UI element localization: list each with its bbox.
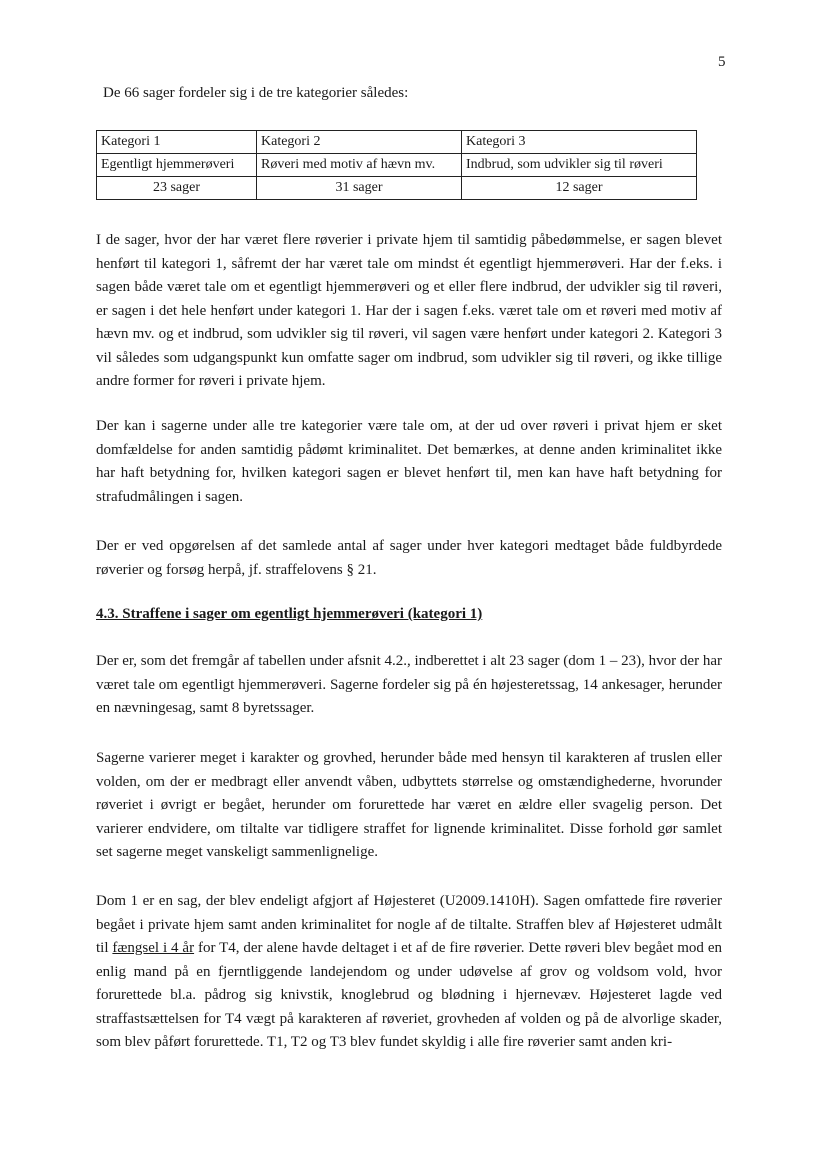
paragraph-case-variation: Sagerne varierer meget i karakter og grovhed, herunder både med hensyn til karakteren af truslen eller volden, om der er medbragt eller anvendt våben, udbyttets størrelse og omstændighederne, hvorunder røveriet i øvrigt er begået, herunder om forurettede har været en ældre eller svagelig person. Det varierer endvidere, om tiltalte var tidligere straffet for lignende kriminalitet. Disse forhold gør samlet set sagerne meget vanskeligt sammenlignelige. <box>96 750 722 860</box>
sentence-highlight: fængsel i 4 år <box>112 940 195 956</box>
paragraph-dom-1 <box>96 890 722 1055</box>
table-cell: Kategori 3 <box>462 131 697 154</box>
table-cell: Kategori 1 <box>97 131 257 154</box>
section-heading: 4.3. Straffene i sager om egentligt hjemmerøveri (kategori 1) <box>96 606 483 622</box>
table-cell: Egentligt hjemmerøveri <box>97 154 257 177</box>
paragraph-case-count: Der er, som det fremgår af tabellen under afsnit 4.2., indberettet i alt 23 sager (dom 1 – 23), hvor der har været tale om egentligt hjemmerøveri. Sagerne fordeler sig på én højesteretssag, 14 ankesager, herunder en nævningesag, samt 8 byretssager. <box>96 653 722 716</box>
paragraph-other-crime: Der kan i sagerne under alle tre kategorier være tale om, at der ud over røveri i privat hjem er sket domfældelse for anden samtidig pådømt kriminalitet. Det bemærkes, at denne anden kriminalitet ikke har haft betydning for, hvilken kategori sagen er blevet henført til, men kan have haft betydning for strafudmålingen i sagen. <box>96 418 722 505</box>
table-row <box>97 154 697 177</box>
paragraph-category-assignment: I de sager, hvor der har været flere røverier i private hjem til samtidig påbedømmelse, er sagen blevet henført til kategori 1, såfremt der har været tale om mindst ét egentligt hjemmerøveri. Har der f.eks. i sagen både været tale om et egentligt hjemmerøveri og et eller flere indbrud, der udvikler sig til røveri, er sagen i det hele henført under kategori 1. Har der i sagen f.eks. været tale om et røveri med motiv af hævn mv. og et indbrud, som udvikler sig til røveri, vil sagen være henført under kategori 2. Kategori 3 vil således som udgangspunkt kun omfatte sager om indbrud, som udvikler sig til røveri, og ikke tillige andre former for røveri i private hjem. <box>96 232 722 389</box>
table-cell: 23 sager <box>97 177 257 200</box>
table-cell: Røveri med motiv af hævn mv. <box>257 154 462 177</box>
paragraph-text: Dom 1 er en sag, der blev endeligt afgjort af Højesteret (U2009.1410H). Sagen omfattede fire røverier begået i private hjem samt anden kriminalitet for nogle af de tiltalte. Straffen blev af Højesteret udmålt til <box>96 893 722 956</box>
table-row <box>97 177 697 200</box>
paragraph-attempts: Der er ved opgørelsen af det samlede antal af sager under hver kategori medtaget både fuldbyrdede røverier og forsøg herpå, jf. straffelovens § 21. <box>96 538 722 578</box>
page-number: 5 <box>718 54 726 70</box>
paragraph-text: for T4, der alene havde deltaget i et af de fire røverier. Dette røveri blev begået mod en enlig mand på en fjerntliggende landejendom og under udøvelse af grov og voldsom vold, hvor forurettede bl.a. pådrog sig knivstik, knoglebrud og blødning i hjernevæv. Højesteret lagde ved straffastsættelsen for T4 vægt på karakteren af røveriet, grovheden af volden og på de alvorlige skader, som blev påført forurettede. T1, T2 og T3 blev fundet skyldig i alle fire røverier samt anden kri- <box>96 940 722 1050</box>
table-cell: Kategori 2 <box>257 131 462 154</box>
table-cell: Indbrud, som udvikler sig til røveri <box>462 154 697 177</box>
category-table <box>96 130 697 200</box>
table-cell: 12 sager <box>462 177 697 200</box>
intro-text: De 66 sager fordeler sig i de tre kategorier således: <box>103 85 409 101</box>
table-cell: 31 sager <box>257 177 462 200</box>
table-row <box>97 131 697 154</box>
